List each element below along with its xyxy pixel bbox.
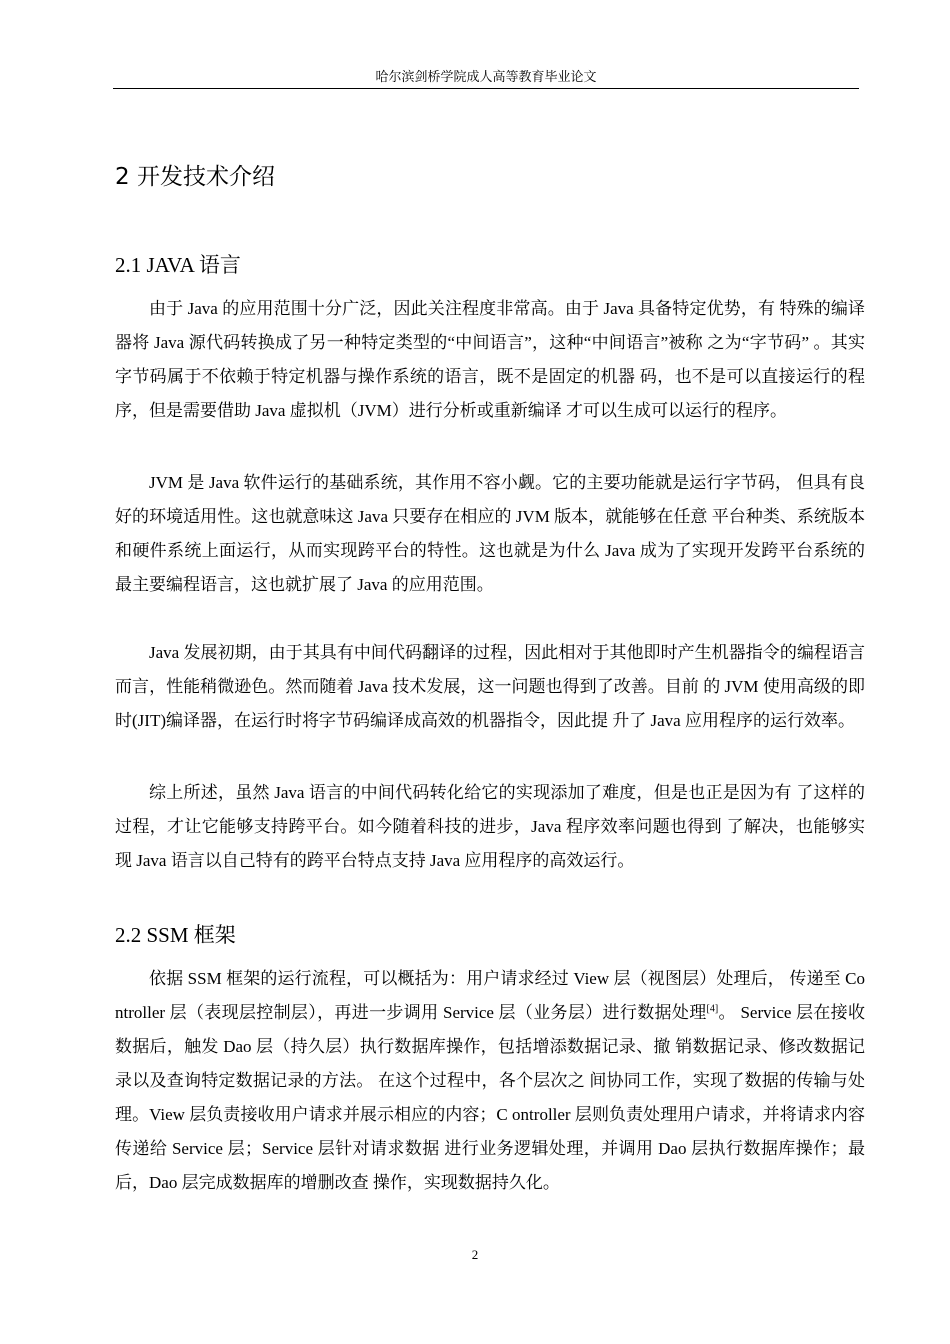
section-number: 2.2 SSM <box>115 923 189 947</box>
section-number: 2.1 JAVA <box>115 253 194 277</box>
paragraph-text: 。 Service 层在接收数据后，触发 Dao 层（持久层）执行数据库操作，包括增添数据记录、撤 销数据记录、修改数据记录以及查询特定数据记录的方法。 在这个过程中，各个层次之 间协同工作，实现了数据的传输与处理。View 层负责接收用户请求并展示相应的内容；C ontroller 层则负责处理用户请求，并将请求内容传递给 Service 层；Service 层针对请求数据 进行业务逻辑处理，并调用 Dao 层执行数据库操作；最后，Dao 层完成数据库的增删改查 操作，实现数据持久化。 <box>115 1003 865 1192</box>
paragraph: Java 发展初期，由于其具有中间代码翻译的过程，因此相对于其他即时产生机器指令的编程语言而言，性能稍微逊色。然而随着 Java 技术发展，这一问题也得到了改善。目前 的 JVM 使用高级的即时(JIT)编译器，在运行时将字节码编译成高效的机器指令，因此提 升了 Java 应用程序的运行效率。 <box>115 643 865 730</box>
section-title-java <box>115 250 241 280</box>
section-name: 框架 <box>193 923 236 947</box>
page-number: 2 <box>471 1247 479 1262</box>
section-title-ssm <box>115 920 236 950</box>
page-header: 哈尔滨剑桥学院成人高等教育毕业论文 <box>113 66 859 89</box>
reference-mark[interactable]: [4] <box>706 1003 719 1015</box>
paragraph: JVM 是 Java 软件运行的基础系统，其作用不容小觑。它的主要功能就是运行字节码， 但具有良好的环境适用性。这也就意味这 Java 只要存在相应的 JVM 版本，就能够在任意 平台种类、系统版本和硬件系统上面运行，从而实现跨平台的特性。这也就是为什么 Java 成为了实现开发跨平台系统的最主要编程语言，这也就扩展了 Java 的应用范围。 <box>115 473 865 594</box>
chapter-title: 2 开发技术介绍 <box>115 164 275 190</box>
paragraph <box>115 962 865 1200</box>
paragraph: 由于 Java 的应用范围十分广泛，因此关注程度非常高。由于 Java 具备特定优势，有 特殊的编译器将 Java 源代码转换成了另一种特定类型的“中间语言”，这种“中间语言”被称 之为“字节码” 。其实字节码属于不依赖于特定机器与操作系统的语言，既不是固定的机器 码，也不是可以直接运行的程序，但是需要借助 Java 虚拟机（JVM）进行分析或重新编译 才可以生成可以运行的程序。 <box>115 299 865 420</box>
paragraph: 综上所述，虽然 Java 语言的中间代码转化给它的实现添加了难度，但是也正是因为有 了这样的过程，才让它能够支持跨平台。如今随着科技的进步，Java 程序效率问题也得到 了解决，也能够实现 Java 语言以自己特有的跨平台特点支持 Java 应用程序的高效运行。 <box>115 783 865 870</box>
section-name: 语言 <box>198 253 241 277</box>
paragraph-text: 依据 SSM 框架的运行流程，可以概括为：用户请求经过 View 层（视图层）处理后， 传递至 Controller 层（表现层控制层），再进一步调用 Service 层（业务层）进行数据处理 <box>115 969 865 1022</box>
